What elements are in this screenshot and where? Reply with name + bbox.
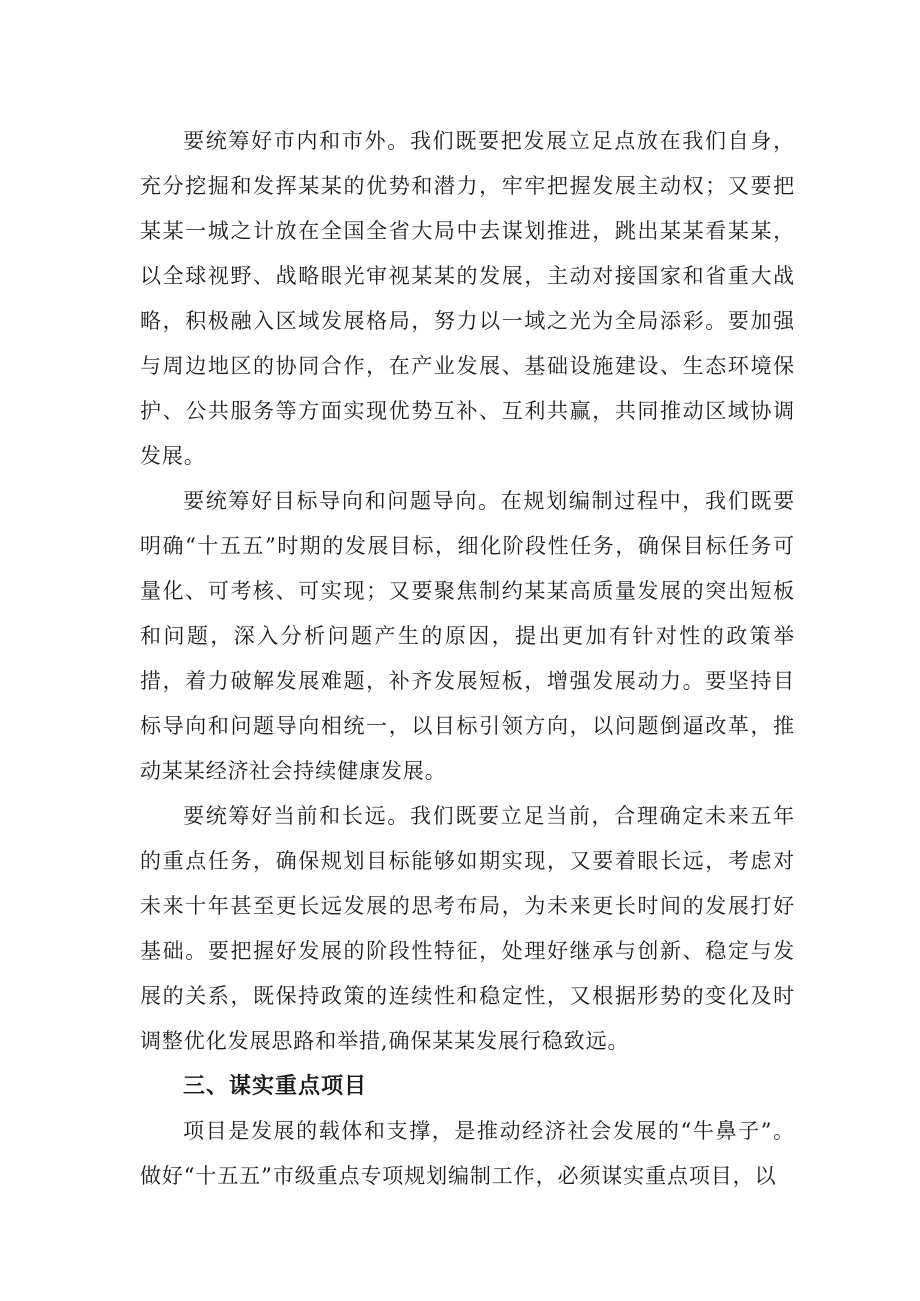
document-body [140, 119, 795, 1199]
paragraph-present-future: 要统筹好当前和长远。我们既要立足当前，合理确定未来五年的重点任务，确保规划目标能够如期实现，又要着眼长远，考虑对未来十年甚至更长远发展的思考布局，为未来更长时间的发展打好基础。要把握好发展的阶段性特征，处理好继承与创新、稳定与发展的关系，既保持政策的连续性和稳定性，又根据形势的变化及时调整优化发展思路和举措,确保某某发展行稳致远。 [140, 804, 795, 1053]
paragraph-inside-outside: 要统筹好市内和市外。我们既要把发展立足点放在我们自身，充分挖掘和发挥某某的优势和潜力，牢牢把握发展主动权；又要把某某一城之计放在全国全省大局中去谋划推进，跳出某某看某某，以全球视野、战略眼光审视某某的发展，主动对接国家和省重大战略，积极融入区域发展格局，努力以一域之光为全局添彩。要加强与周边地区的协同合作，在产业发展、基础设施建设、生态环境保护、公共服务等方面实现优势互补、互利共赢，共同推动区域协调发展。 [140, 129, 795, 468]
paragraph-goal-problem: 要统筹好目标导向和问题导向。在规划编制过程中，我们既要明确“十五五”时期的发展目标，细化阶段性任务，确保目标任务可量化、可考核、可实现；又要聚焦制约某某高质量发展的突出短板和问题，深入分析问题产生的原因，提出更加有针对性的政策举措，着力破解发展难题，补齐发展短板，增强发展动力。要坚持目标导向和问题导向相统一，以目标引领方向，以问题倒逼改革，推动某某经济社会持续健康发展。 [140, 489, 795, 783]
section-heading: 三、谋实重点项目 [183, 1074, 368, 1099]
paragraph-key-projects: 项目是发展的载体和支撑，是推动经济社会发展的“牛鼻子”。做好“十五五”市级重点专项规划编制工作，必须谋实重点项目，以 [140, 1119, 795, 1188]
